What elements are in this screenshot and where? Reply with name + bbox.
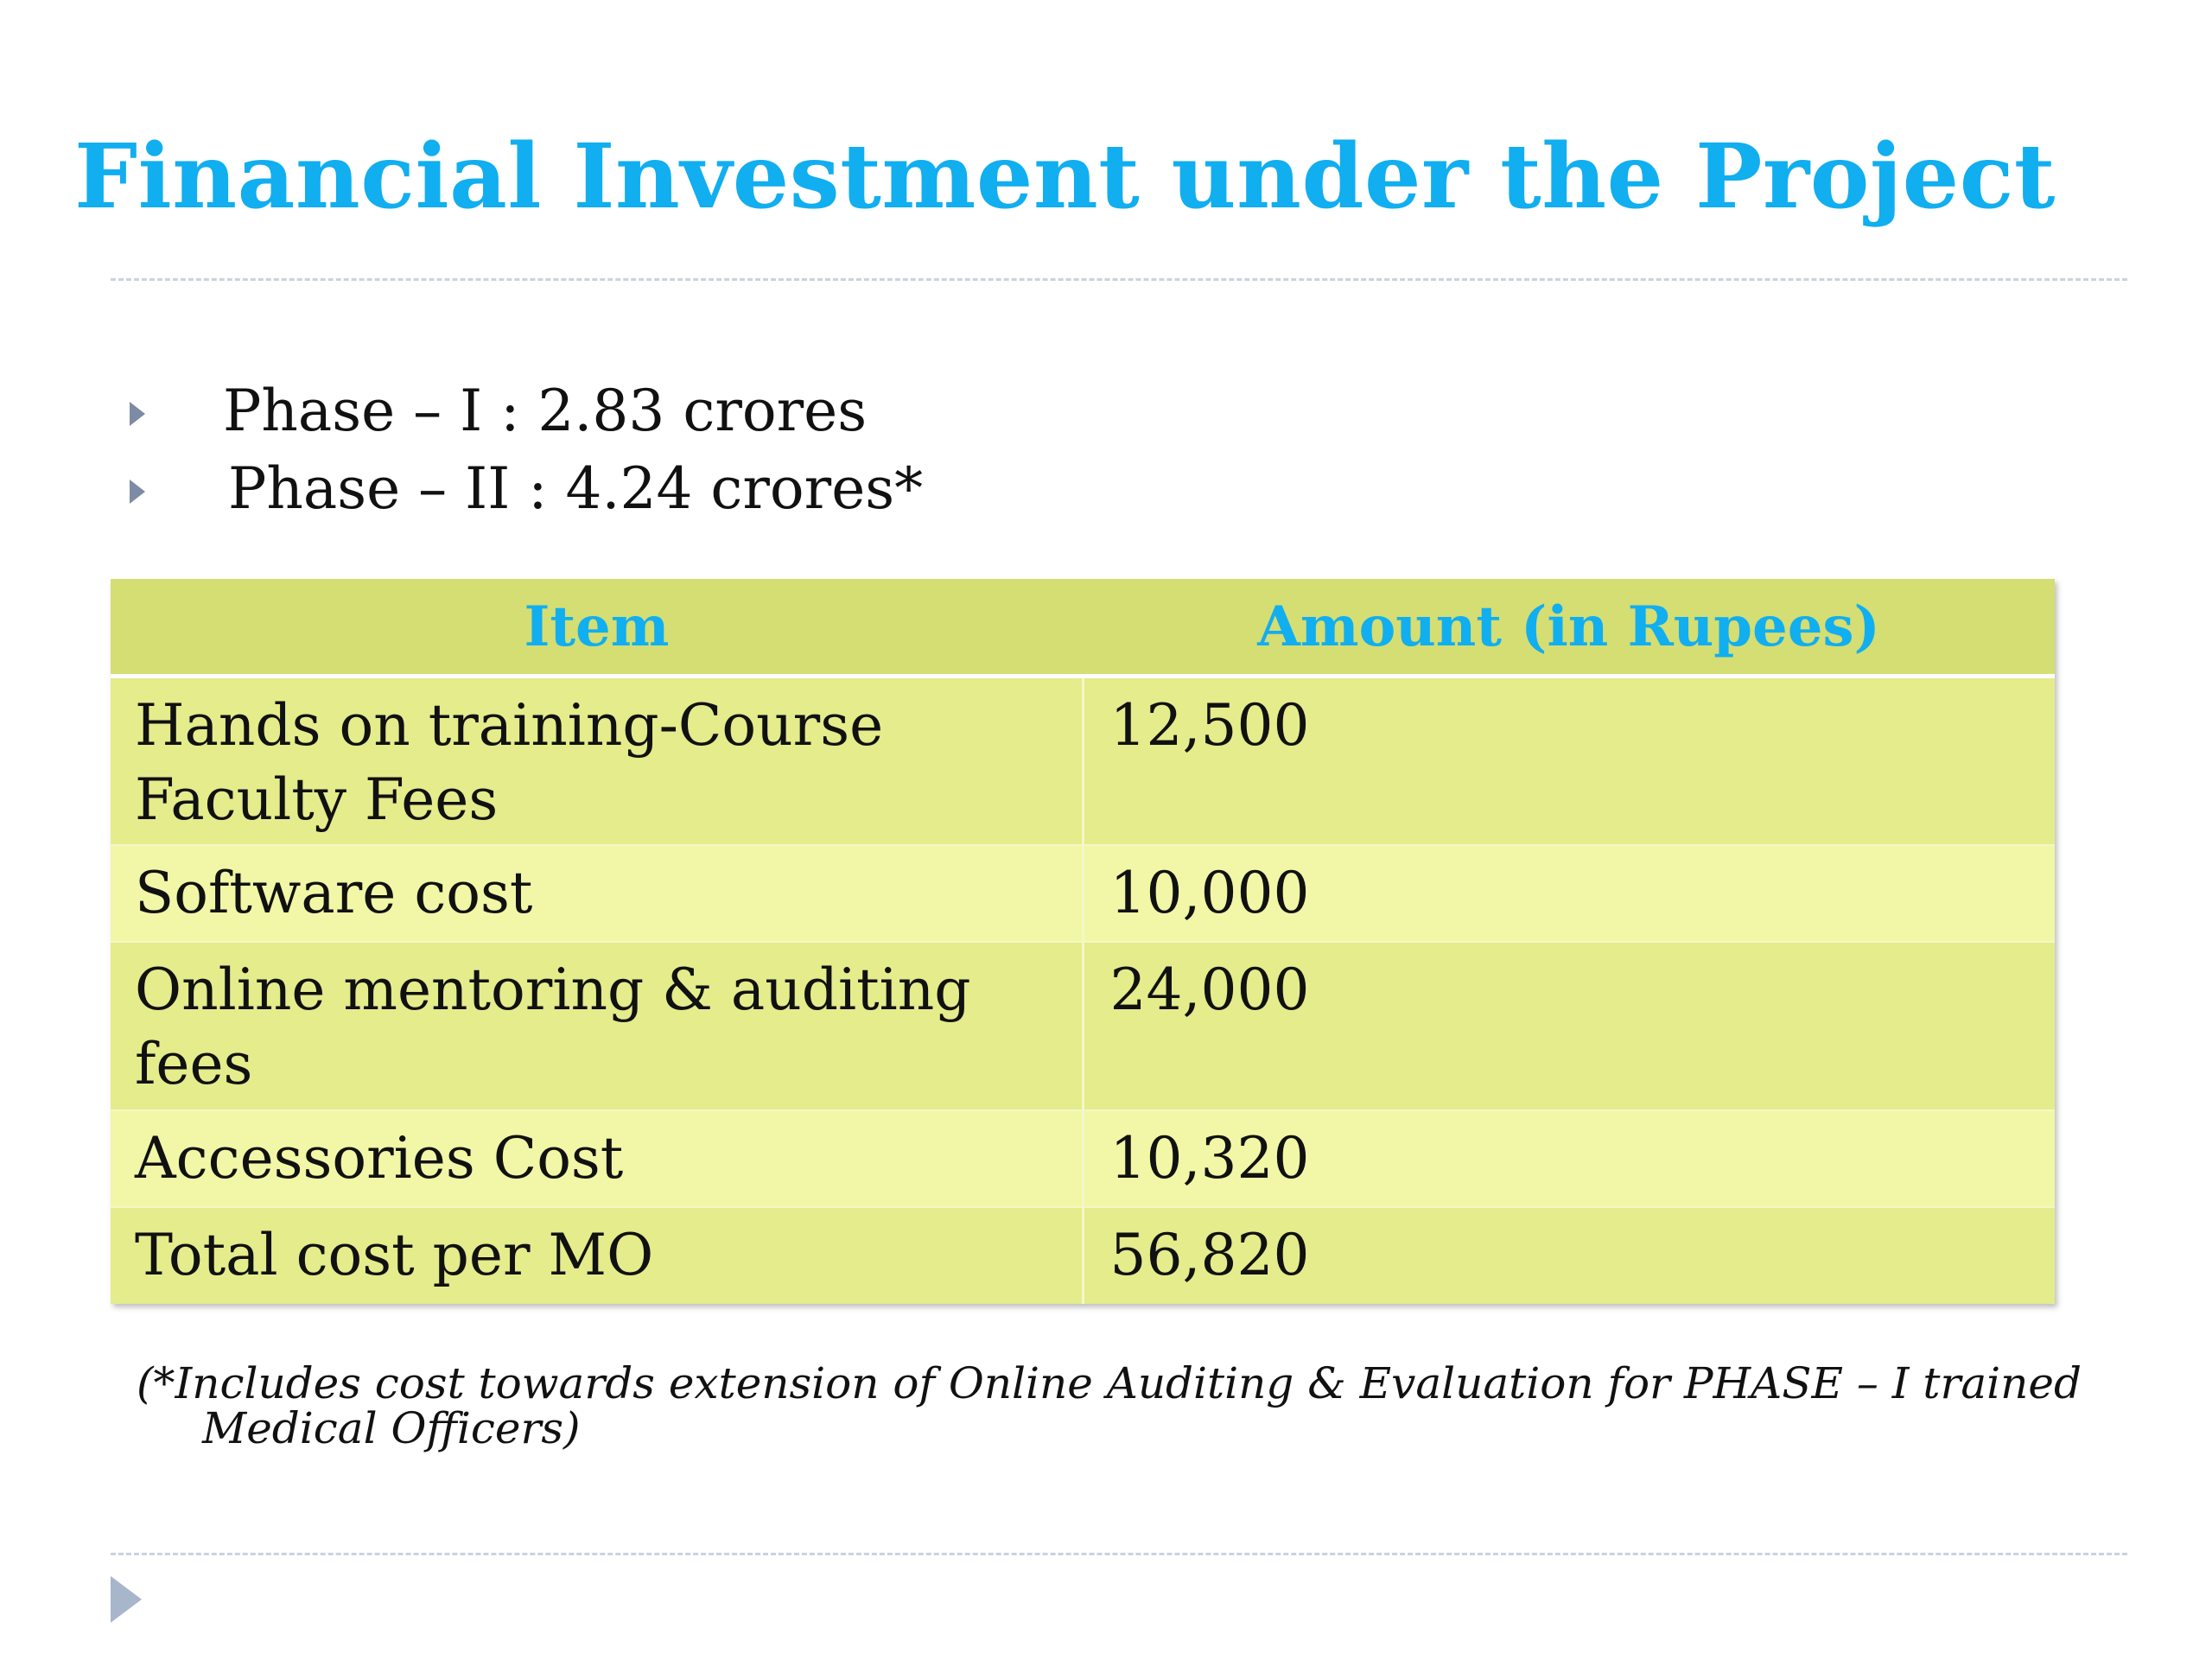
item-cell: Online mentoring & auditing fees (111, 942, 1083, 1110)
amount-cell: 12,500 (1083, 677, 2055, 845)
bullet-triangle-icon (130, 480, 145, 504)
bullet-list (130, 372, 923, 527)
table-row (111, 942, 2055, 1110)
footnote (137, 1358, 2124, 1453)
table-header-row (111, 579, 2055, 677)
item-cell: Accessories Cost (111, 1110, 1083, 1207)
table-row-total (111, 1207, 2055, 1304)
bullet-text: Phase – I : 2.83 crores (223, 377, 868, 444)
item-cell: Hands on training-Course Faculty Fees (111, 677, 1083, 845)
column-header-amount: Amount (in Rupees) (1083, 579, 2055, 677)
bullet-triangle-icon (130, 402, 145, 426)
cost-table (111, 579, 2055, 1304)
bullet-text: Phase – II : 4.24 crores* (228, 454, 924, 522)
table-row (111, 1110, 2055, 1207)
footnote-line-2: Medical Officers) (202, 1403, 581, 1453)
amount-cell: 10,000 (1083, 845, 2055, 942)
item-cell: Total cost per MO (111, 1207, 1083, 1304)
footnote-line-1: (*Includes cost towards extension of Online Auditing & Evaluation for PHASE – I trained (137, 1358, 2082, 1408)
bullet-phase-2 (130, 449, 923, 527)
bottom-divider (111, 1553, 2127, 1555)
item-cell: Software cost (111, 845, 1083, 942)
amount-cell: 56,820 (1083, 1207, 2055, 1304)
slide-title: Financial Investment under the Project (74, 124, 2056, 229)
column-header-item: Item (111, 579, 1083, 677)
amount-cell: 24,000 (1083, 942, 2055, 1110)
amount-cell: 10,320 (1083, 1110, 2055, 1207)
table-row (111, 677, 2055, 845)
bullet-phase-1 (130, 372, 923, 449)
top-divider (111, 278, 2127, 281)
next-slide-arrow-icon[interactable] (111, 1576, 142, 1623)
table-row (111, 845, 2055, 942)
